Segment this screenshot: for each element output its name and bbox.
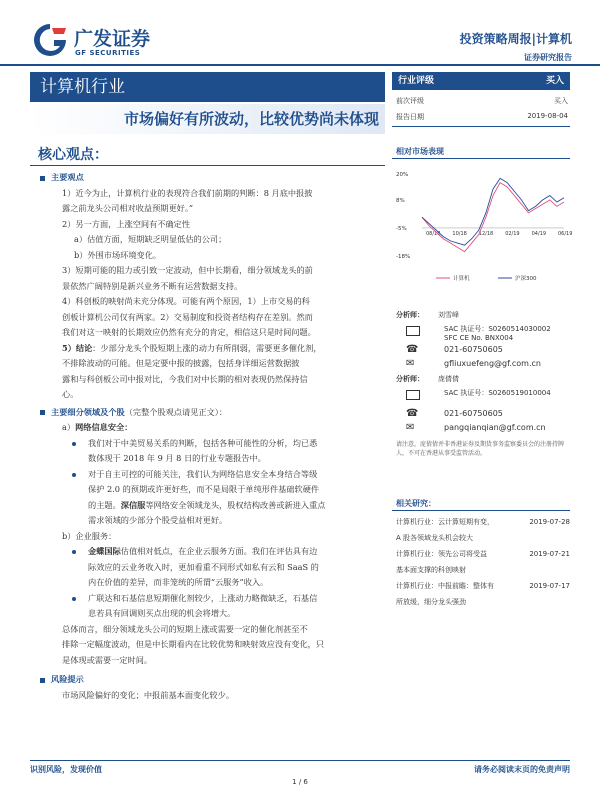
related-item-title: 计算机行业：云计算短期有变， [396, 518, 494, 526]
analyst-name-row [396, 374, 574, 388]
bullet-dot [72, 473, 76, 477]
company-name: 深信服 [120, 499, 146, 510]
phone-icon: ☎ [406, 408, 419, 419]
related-title: 相关研究： [396, 499, 436, 508]
industry-banner: 计算机行业 [30, 72, 385, 102]
main-body [40, 170, 385, 703]
related-item-date: 2019-07-21 [529, 550, 570, 558]
related-item[interactable] [396, 578, 570, 610]
x-tick-label: 08/18 [426, 230, 441, 237]
chart-title: 相对市场表现 [396, 147, 444, 156]
text-line [62, 420, 385, 436]
analyst-email-row [396, 358, 574, 374]
footer-slogan: 识别风险，发现价值 [30, 765, 102, 774]
related-title-line [396, 514, 570, 530]
text-line: 4）科创板的映射尚未充分体现。可能有两个原因，1）上市交易的科 [62, 296, 310, 306]
analyst-entry [396, 310, 574, 374]
item-label: a） [62, 422, 76, 432]
prev-rating-value: 买入 [554, 97, 568, 105]
x-tick-label: 02/19 [505, 230, 520, 237]
section-bullet [40, 410, 45, 415]
text-line: 露和与科创板公司中报对比，今我们对中长期的相对表现仍然保持信 [62, 373, 308, 384]
text-line: b）外围市场环境变化。 [74, 249, 162, 260]
related-divider [392, 510, 570, 511]
text-span: 等网络安全领域龙头，股权结构改善或新进入重点 [145, 499, 326, 510]
logo-text: 广发证券 [74, 28, 151, 50]
text-line: 际效应的云业务收入时，更加看重不同形式如私有云和 SaaS 的 [88, 561, 319, 572]
analyst-entry [396, 374, 574, 438]
bullet-item [62, 544, 385, 591]
related-item[interactable] [396, 514, 570, 546]
related-title-line [396, 546, 570, 562]
text-line: 露之前龙头公司相对收益预期更好。” [62, 203, 194, 213]
analyst-sac: SAC 执证号：S0260514030002 [444, 325, 551, 333]
email-icon: ✉ [406, 358, 415, 369]
bullet-item [62, 467, 385, 529]
text-line: 排除一定幅度波动，但是中长期看内在比较优势和映射效应没有变化，只 [62, 639, 325, 649]
analyst-role: 分析师： [396, 311, 424, 319]
text-line [88, 498, 385, 514]
related-item[interactable] [396, 546, 570, 578]
prev-rating-row [396, 96, 568, 106]
analyst-credentials [396, 324, 574, 344]
header-divider [0, 64, 600, 66]
series-line-0 [422, 183, 564, 252]
section-bullet [40, 176, 45, 181]
y-tick-label: 20% [396, 172, 409, 178]
rating-value: 买入 [545, 76, 564, 86]
section-risk [40, 672, 385, 688]
text-line: 我们对于中美贸易关系的判断，包括各种可能性的分析，均已悉 [88, 437, 318, 448]
id-card-icon [406, 326, 420, 336]
text-line: 对于自主可控的可能关注，我们认为网络信息安全本身结合等级 [88, 468, 318, 479]
related-list [396, 514, 570, 610]
report-date-value: 2019-08-04 [527, 112, 568, 120]
y-tick-label: 8% [396, 197, 405, 204]
text-line: 是体现或需要一定时间。 [62, 654, 153, 665]
header-right [460, 30, 572, 63]
prev-rating-label: 前次评级 [396, 97, 424, 105]
text-line: 数体现于 2018 年 9 月 8 日的行业专题报告中。 [88, 453, 266, 463]
text-line: 保护 2.0 的预期或许更好些，而不是局限于单纯形件基础软硬件 [88, 484, 320, 494]
related-item-title: 计算机行业：领先公司将受益 [396, 550, 487, 558]
x-tick-label: 12/18 [478, 230, 494, 237]
text-line: 3）短期可能的阻力或引致一定波动，但中长期看，细分领域龙头的前 [62, 265, 313, 275]
text-line: 内在价值的差异，而非笼统的所谓“云服务”收入。 [88, 577, 269, 587]
analyst-phone-row [396, 344, 574, 358]
x-tick-label: 04/19 [531, 230, 547, 237]
section-title: 主要观点 [51, 172, 84, 182]
bullet-item [62, 436, 385, 467]
text-line: 总体而言，细分领域龙头公司的短期上涨或需要一定的催化剂甚至不 [62, 623, 308, 634]
analyst-name: 刘雪峰 [438, 311, 459, 319]
para-1 [40, 186, 385, 403]
section-note: （完整个股观点请见正文）： [124, 406, 228, 417]
logo-subtext: GF SECURITIES [75, 49, 141, 57]
related-item-title: 计算机行业：中报前瞻：整体有 [396, 582, 494, 590]
footer-divider [30, 760, 570, 761]
analyst-phone: 021-60750605 [444, 409, 503, 418]
report-sub: 证券研究报告 [524, 53, 572, 62]
text-line: 广联达和石基信息短期催化剂较少，上涨动力略微缺乏，石基信 [88, 592, 318, 603]
section-title: 主要细分领域及个股 [51, 406, 125, 417]
analyst-email[interactable]: pangqianqian@gf.com.cn [444, 423, 546, 432]
conclusion-label: 5）结论 [62, 342, 93, 353]
rating-divider [392, 126, 570, 127]
report-type: 投资策略周报|计算机 [459, 32, 572, 46]
section-segments [40, 405, 385, 421]
gf-securities-logo [30, 22, 180, 62]
related-item-title-2: 所放缓，细分龙头强劲 [396, 598, 466, 606]
rating-label: 行业评级 [398, 76, 435, 86]
core-divider [30, 165, 385, 166]
related-item-date: 2019-07-28 [529, 518, 570, 526]
text-span: ：少部分龙头个股短期上涨的动力有所削弱，需要更多催化剂， [92, 342, 322, 353]
section-title: 风险提示 [51, 674, 84, 684]
bullet-item [62, 591, 385, 622]
phone-icon: ☎ [406, 344, 419, 355]
section-bullet [40, 678, 45, 683]
relative-performance-chart [392, 160, 572, 300]
analyst-name: 庞倩倩 [438, 375, 459, 383]
text-line: 需求领域的少部分个股受益相对更好。 [88, 515, 228, 525]
text-line: a）估值方面，短期缺乏明显低估的公司； [74, 234, 227, 244]
text-line: 1）近今为止，计算机行业的表现符合我们前期的判断：8 月底中报披 [62, 187, 313, 198]
y-tick-label: -5% [396, 225, 407, 232]
text-line: 我们对这一映射的长期效应仍然有充分的肯定，相信这只是时间问题。 [62, 327, 316, 337]
analyst-name-row [396, 310, 574, 324]
bullet-dot [72, 442, 76, 446]
x-tick-label: 10/18 [452, 230, 467, 237]
text-span: 的主题。 [88, 499, 121, 510]
core-title: 核心观点： [38, 147, 108, 163]
analyst-sfc: SFC CE No. BNX004 [444, 334, 514, 342]
disclaimer-note: 请注意，庞倩倩并非香港证券及期货事务监察委员会的注册持牌人，不可在香港从事受监管活动。 [396, 441, 565, 457]
legend-label: 沪深300 [515, 276, 537, 282]
risk-text: 市场风险偏好的变化；中报前基本面变化较少。 [62, 689, 234, 700]
section-main-points [40, 170, 385, 186]
id-card-icon [406, 390, 420, 400]
report-headline: 市场偏好有所波动，比较优势尚未体现 [30, 104, 385, 134]
related-item-date: 2019-07-17 [529, 582, 570, 590]
analyst-sac: SAC 执证号：S0260519010004 [444, 389, 551, 397]
footer-disclaimer: 请务必阅读末页的免责声明 [474, 765, 570, 774]
page-number: 1 / 6 [292, 778, 308, 786]
analyst-phone-row [396, 408, 574, 422]
report-date-label: 报告日期 [396, 113, 424, 121]
text-span: 估值相对低点，在企业云服务方面。我们在评估具有边 [120, 546, 318, 556]
bullet-dot [72, 550, 76, 554]
text-line: 2）另一方面，上涨空间有不确定性 [62, 218, 191, 229]
analyst-credentials [396, 388, 574, 408]
item-title: 网络信息安全： [75, 422, 133, 432]
chart-divider [392, 158, 570, 159]
item-title: b）企业服务： [62, 530, 117, 541]
bullet-dot [72, 597, 76, 601]
analyst-role: 分析师： [396, 375, 424, 383]
gf-logo-icon [30, 22, 70, 58]
related-title-line [396, 578, 570, 594]
text-line: 创板计算机公司仅有两家。2）交易制度和投资者结构存在差别。然而 [62, 311, 313, 322]
analyst-phone: 021-60750605 [444, 345, 503, 354]
report-date-row [396, 112, 568, 122]
company-name: 金蝶国际 [88, 546, 121, 556]
para-segments [40, 420, 385, 668]
text-line: 心。 [62, 389, 79, 399]
legend-label: 计算机 [453, 276, 470, 282]
analyst-block [396, 310, 574, 458]
analyst-email[interactable]: gfliuxuefeng@gf.com.cn [444, 359, 541, 368]
related-item-title-2: A 股各领域龙头机会较大 [396, 534, 474, 542]
related-item-title-2: 基本面支撑的科创映射 [396, 566, 466, 574]
rating-header [392, 72, 570, 90]
text-line [62, 341, 385, 357]
analyst-email-row [396, 422, 574, 438]
text-line: 不排除波动的可能。但是定要中报的披露，包括身详细运营数据披 [62, 358, 300, 368]
x-tick-label: 06/19 [558, 230, 572, 237]
text-line: 息若具有回调则买点出现的机会将增大。 [88, 608, 236, 618]
y-tick-label: -18% [396, 254, 411, 260]
text-line: 景依然广阔特别是新兴业务不断有运营数据支持。 [62, 280, 243, 291]
text-line [88, 544, 385, 560]
email-icon: ✉ [406, 422, 415, 433]
